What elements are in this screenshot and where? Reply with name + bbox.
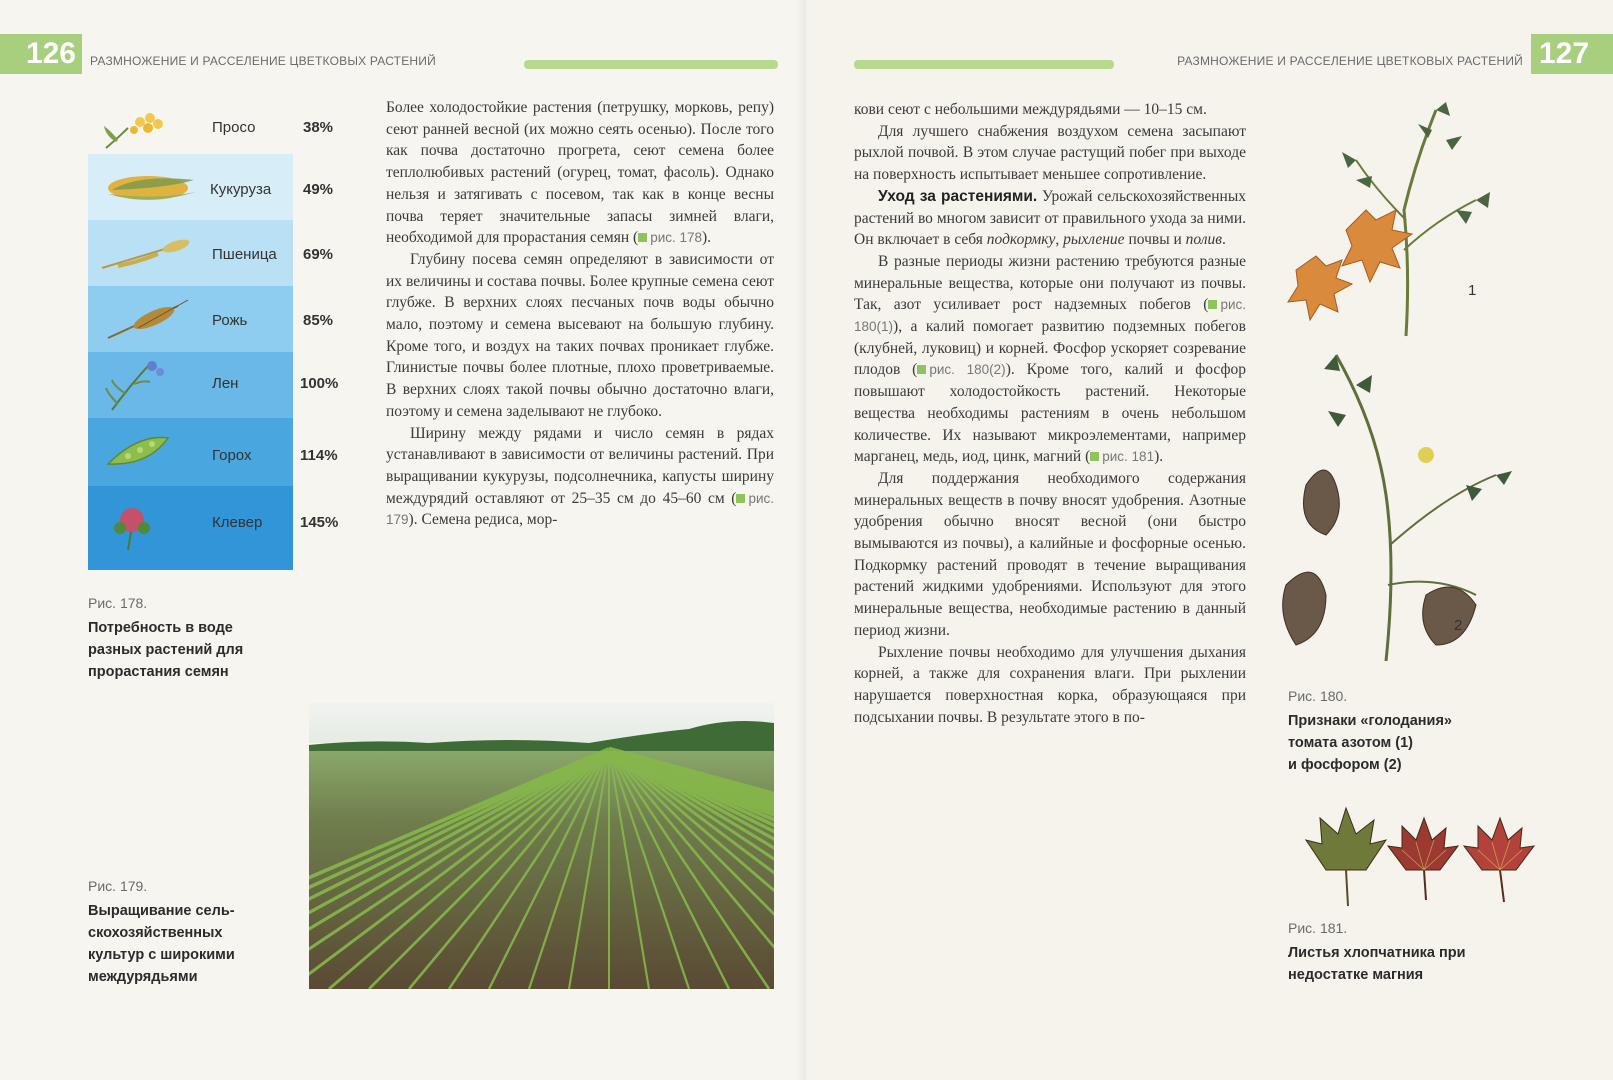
minerals-text-a: В разные периоды жизни растению требуются разные минеральные вещества, которые они получают из почвы. Так, азот усиливает рост надземных побегов ( bbox=[854, 252, 1246, 314]
paragraph-loose-soil: Для лучшего снабжения воздухом семена засыпают рыхлой почвой. В этом случае растущий побег при выходе на поверхность испытывает меньшее сопротивление. bbox=[854, 122, 1246, 184]
plant-name-pea: Горох bbox=[212, 447, 252, 464]
figure-179-caption bbox=[88, 878, 298, 988]
figure-178-line-1: Потребность в воде bbox=[88, 620, 233, 636]
ref-marker-icon bbox=[1090, 452, 1099, 461]
clover-icon bbox=[98, 498, 178, 554]
plant-name-rye: Рожь bbox=[212, 312, 248, 329]
ref-marker-icon bbox=[917, 365, 926, 374]
paragraph-row-width-end: ). Семена редиса, мор- bbox=[408, 511, 558, 529]
tomato-nitrogen-illustration bbox=[1286, 100, 1546, 340]
plant-name-wheat: Пшеница bbox=[212, 246, 277, 263]
term-watering: полив bbox=[1185, 231, 1223, 249]
plant-care-text-d: . bbox=[1222, 231, 1226, 249]
figure-178-number: Рис. 178. bbox=[88, 595, 148, 611]
ref-fig-179-label: рис. 179 bbox=[386, 490, 774, 528]
figure-180-label-2: 2 bbox=[1454, 617, 1463, 634]
rye-icon bbox=[98, 298, 198, 342]
figure-178-line-3: прорастания семян bbox=[88, 664, 229, 680]
paragraph-sowing-time-end: ). bbox=[702, 229, 712, 247]
left-text-column bbox=[386, 97, 774, 531]
wheat-icon bbox=[98, 232, 198, 276]
figure-179-number: Рис. 179. bbox=[88, 878, 148, 894]
ref-marker-icon bbox=[1208, 300, 1217, 309]
term-loosening: рыхление bbox=[1063, 231, 1125, 249]
running-title-left: РАЗМНОЖЕНИЕ И РАССЕЛЕНИЕ ЦВЕТКОВЫХ РАСТЕНИЙ bbox=[90, 54, 436, 68]
figure-180-line-2: томата азотом (1) bbox=[1288, 735, 1414, 751]
ref-marker-icon bbox=[638, 233, 647, 242]
ref-fig-180-2[interactable] bbox=[917, 362, 1005, 377]
header-bar-left bbox=[524, 60, 778, 69]
plant-care-text-b: , bbox=[1055, 231, 1064, 249]
figure-180-caption bbox=[1288, 688, 1548, 776]
figure-178-caption bbox=[88, 595, 288, 683]
millet-icon bbox=[98, 108, 182, 152]
plant-name-millet: Просо bbox=[212, 119, 256, 136]
paragraph-minerals bbox=[854, 251, 1246, 468]
term-fertilizing: подкормку bbox=[986, 231, 1056, 249]
figure-181-number: Рис. 181. bbox=[1288, 920, 1348, 936]
minerals-text-b: ), а калий помогает развитию подземных побегов (клубней, луковиц) и корней. Фосфор ускоряет созревание плодов ( bbox=[854, 318, 1246, 379]
corn-icon bbox=[98, 166, 203, 210]
paragraph-row-width-text: Ширину между рядами и число семян в рядах устанавливают в зависимости от величины растений. При выращивании кукурузы, подсолнечника, капусты ширину междурядий оставляют от 25–35 см до 45–60 см ( bbox=[386, 424, 774, 507]
paragraph-row-width bbox=[386, 423, 774, 532]
ref-fig-181-label: рис. 181 bbox=[1102, 449, 1155, 465]
plant-pct-rye: 85% bbox=[303, 312, 334, 329]
right-text-column bbox=[854, 99, 1246, 728]
page-number-left: 126 bbox=[0, 34, 82, 74]
flax-icon bbox=[98, 358, 188, 414]
figure-180-label-1: 1 bbox=[1468, 282, 1477, 299]
ref-fig-178[interactable] bbox=[638, 230, 702, 245]
ref-fig-178-label: рис. 178 bbox=[650, 230, 703, 246]
page-number-right: 127 bbox=[1531, 34, 1613, 74]
tomato-phosphorus-illustration bbox=[1276, 345, 1556, 665]
figure-179-line-4: междурядьями bbox=[88, 969, 198, 985]
figure-180-line-3: и фосфором (2) bbox=[1288, 757, 1402, 773]
plant-pct-flax: 100% bbox=[300, 375, 339, 392]
plant-care-text-c: почвы и bbox=[1124, 231, 1186, 249]
paragraph-sowing-time bbox=[386, 97, 774, 249]
figure-180-line-1: Признаки «голодания» bbox=[1288, 713, 1452, 729]
plant-pct-clover: 145% bbox=[300, 514, 339, 531]
plant-pct-pea: 114% bbox=[300, 447, 338, 464]
figure-181-line-1: Листья хлопчатника при bbox=[1288, 945, 1466, 961]
ref-fig-180-1-label: рис. 180(1) bbox=[854, 297, 1246, 335]
ref-fig-180-2-label: рис. 180(2) bbox=[929, 362, 1006, 378]
figure-180-number: Рис. 180. bbox=[1288, 688, 1348, 704]
left-page bbox=[0, 0, 806, 1080]
cotton-leaves-illustration bbox=[1286, 800, 1546, 910]
minerals-text-d: ). bbox=[1154, 448, 1164, 466]
plant-pct-corn: 49% bbox=[303, 181, 334, 198]
paragraph-fertilizers: Для поддержания необходимого содержания минеральных веществ в почву вносят удобрения. Азотные удобрения обычно вносят весной (они быстро вымываются из почвы), а калийные и фосфорные осенью. Подкормку растений проводят в течение выращивания растений жидкими удобрениями. Используют для этого минеральные вещества, необходимые растению в данный период жизни. bbox=[854, 469, 1246, 639]
plant-pct-millet: 38% bbox=[303, 119, 334, 136]
field-photo bbox=[309, 703, 774, 989]
figure-179-line-3: культур с широкими bbox=[88, 947, 235, 963]
plant-pct-wheat: 69% bbox=[303, 246, 334, 263]
ref-fig-181[interactable] bbox=[1090, 449, 1154, 464]
pea-icon bbox=[98, 430, 178, 474]
paragraph-radish-carrot: кови сеют с небольшими междурядьями — 10–15 см. bbox=[854, 101, 1207, 118]
figure-181-caption bbox=[1288, 920, 1548, 986]
plant-name-corn: Кукуруза bbox=[210, 181, 272, 198]
figure-181-line-2: недостатке магния bbox=[1288, 967, 1424, 983]
plant-care-text-a: Урожай сельскохозяйственных растений во многом зависит от правильного ухода за ними. Он включает в себя bbox=[854, 187, 1246, 249]
paragraph-sowing-depth: Глубину посева семян определяют в зависимости от их величины и состава почвы. Более крупные семена сеют глубже. В верхних слоях песчаных почв воды обычно мало, поэтому и семена высевают на большую глубину. Кроме того, и воздух на таких почвах проникает глубже. Глинистые почвы более плотные, плохо проветриваемые. В верхних слоях такой почвы обычно достаточно влаги, поэтому и семена заделывают не глубоко. bbox=[386, 250, 774, 420]
minerals-text-c: ). Кроме того, калий и фосфор повышают холодостойкость растений. Некоторые вещества необходимы растениям в очень небольшом количестве. Их называют микроэлементами, например марганец, медь, иод, цинк, магний ( bbox=[854, 361, 1247, 466]
plant-care-heading: Уход за растениями. bbox=[878, 187, 1038, 205]
figure-178-line-2: разных растений для bbox=[88, 642, 244, 658]
header-bar-right bbox=[854, 60, 1114, 69]
figure-179-line-1: Выращивание сель- bbox=[88, 903, 235, 919]
plant-name-flax: Лен bbox=[212, 375, 239, 392]
figure-179-line-2: скохозяйственных bbox=[88, 925, 223, 941]
paragraph-sowing-time-text: Более холодостойкие растения (петрушку, морковь, репу) сеют ранней весной (их можно сеять осенью). После того как почва достаточно прогрета, сеют семена более теплолюбивых растений (огурец, томат, фасоль). Однако нельзя и затягивать с посевом, так как в конце весны почва теряет значительные запасы зимней влаги, необходимой для прорастания семян ( bbox=[386, 99, 774, 247]
paragraph-loosening: Рыхление почвы необходимо для улучшения дыхания корней, а также для сохранения влаги. При рыхлении нарушается поверхностная корка, образующаяся при подсыхании почвы. В результате этого в по- bbox=[854, 643, 1246, 726]
running-title-right: РАЗМНОЖЕНИЕ И РАССЕЛЕНИЕ ЦВЕТКОВЫХ РАСТЕНИЙ bbox=[1177, 54, 1523, 68]
right-page bbox=[806, 0, 1613, 1080]
paragraph-plant-care bbox=[854, 186, 1246, 251]
ref-marker-icon bbox=[736, 494, 745, 503]
water-requirement-chart bbox=[88, 100, 339, 570]
plant-name-clover: Клевер bbox=[212, 514, 263, 531]
